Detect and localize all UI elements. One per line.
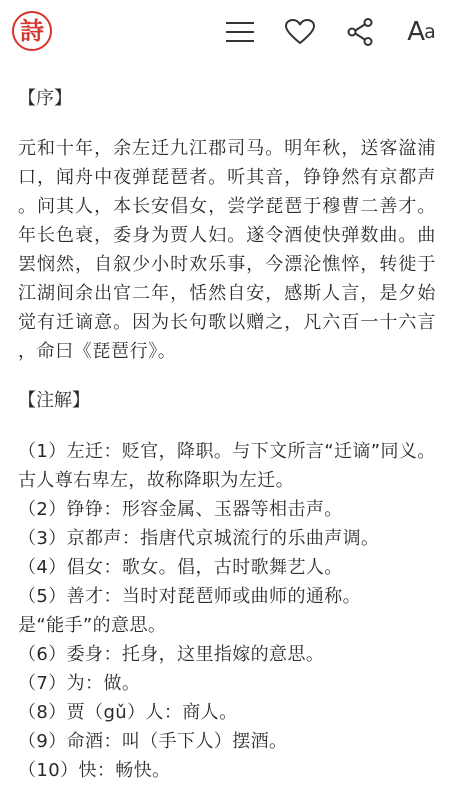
preface-text: 元和十年，余左迁九江郡司马。明年秋，送客湓浦口，闻舟中夜弹琵琶者。听其音，铮铮然有京都声。问其人，本长安倡女，尝学琵琶于穆曹二善才。年长色衰，委身为贾人妇。遂令酒使快弹数曲。曲罢悯然，自叙少小时欢乐事，今漂沦憔悴，转徙于江湖间余出官二年，恬然自安，感斯人言，是夕始觉有迁谪意。因为长句歌以赠之，凡六百一十六言，命曰《琵琶行》。 bbox=[18, 138, 436, 362]
note-item: （10）快：畅快。 bbox=[18, 760, 171, 781]
menu-icon[interactable] bbox=[222, 14, 258, 50]
note-item: （3）京都声：指唐代京城流行的乐曲声调。 bbox=[18, 528, 380, 549]
app-logo: 詩 bbox=[12, 11, 52, 51]
heart-icon[interactable] bbox=[282, 14, 318, 50]
note-item: （5）善才：当时对琵琶师或曲师的通称。 bbox=[18, 586, 362, 607]
notes-heading: 【注解】 bbox=[18, 390, 90, 411]
note-item: （6）委身：托身，这里指嫁的意思。 bbox=[18, 644, 325, 665]
share-icon[interactable] bbox=[342, 14, 378, 50]
note-item: （1）左迁：贬官，降职。与下文所言“迁谪”同义。古人尊右卑左，故称降职为左迁。 bbox=[18, 441, 436, 491]
note-item: 是“能手”的意思。 bbox=[18, 615, 167, 636]
note-item: （2）铮铮：形容金属、玉器等相击声。 bbox=[18, 499, 343, 520]
note-item: （7）为：做。 bbox=[18, 673, 141, 694]
font-size-small-letter: a bbox=[424, 21, 435, 43]
top-bar bbox=[0, 0, 450, 64]
font-size-icon[interactable] bbox=[399, 14, 443, 50]
note-item: （9）命酒：叫（手下人）摆酒。 bbox=[18, 731, 288, 752]
notes-list bbox=[18, 437, 436, 785]
note-item: （8）贾（gǔ）人：商人。 bbox=[18, 702, 238, 723]
preface-heading: 【序】 bbox=[18, 88, 72, 109]
note-item: （4）倡女：歌女。倡，古时歌舞艺人。 bbox=[18, 557, 343, 578]
font-size-big-letter: A bbox=[407, 17, 425, 47]
poem-content bbox=[18, 84, 436, 785]
